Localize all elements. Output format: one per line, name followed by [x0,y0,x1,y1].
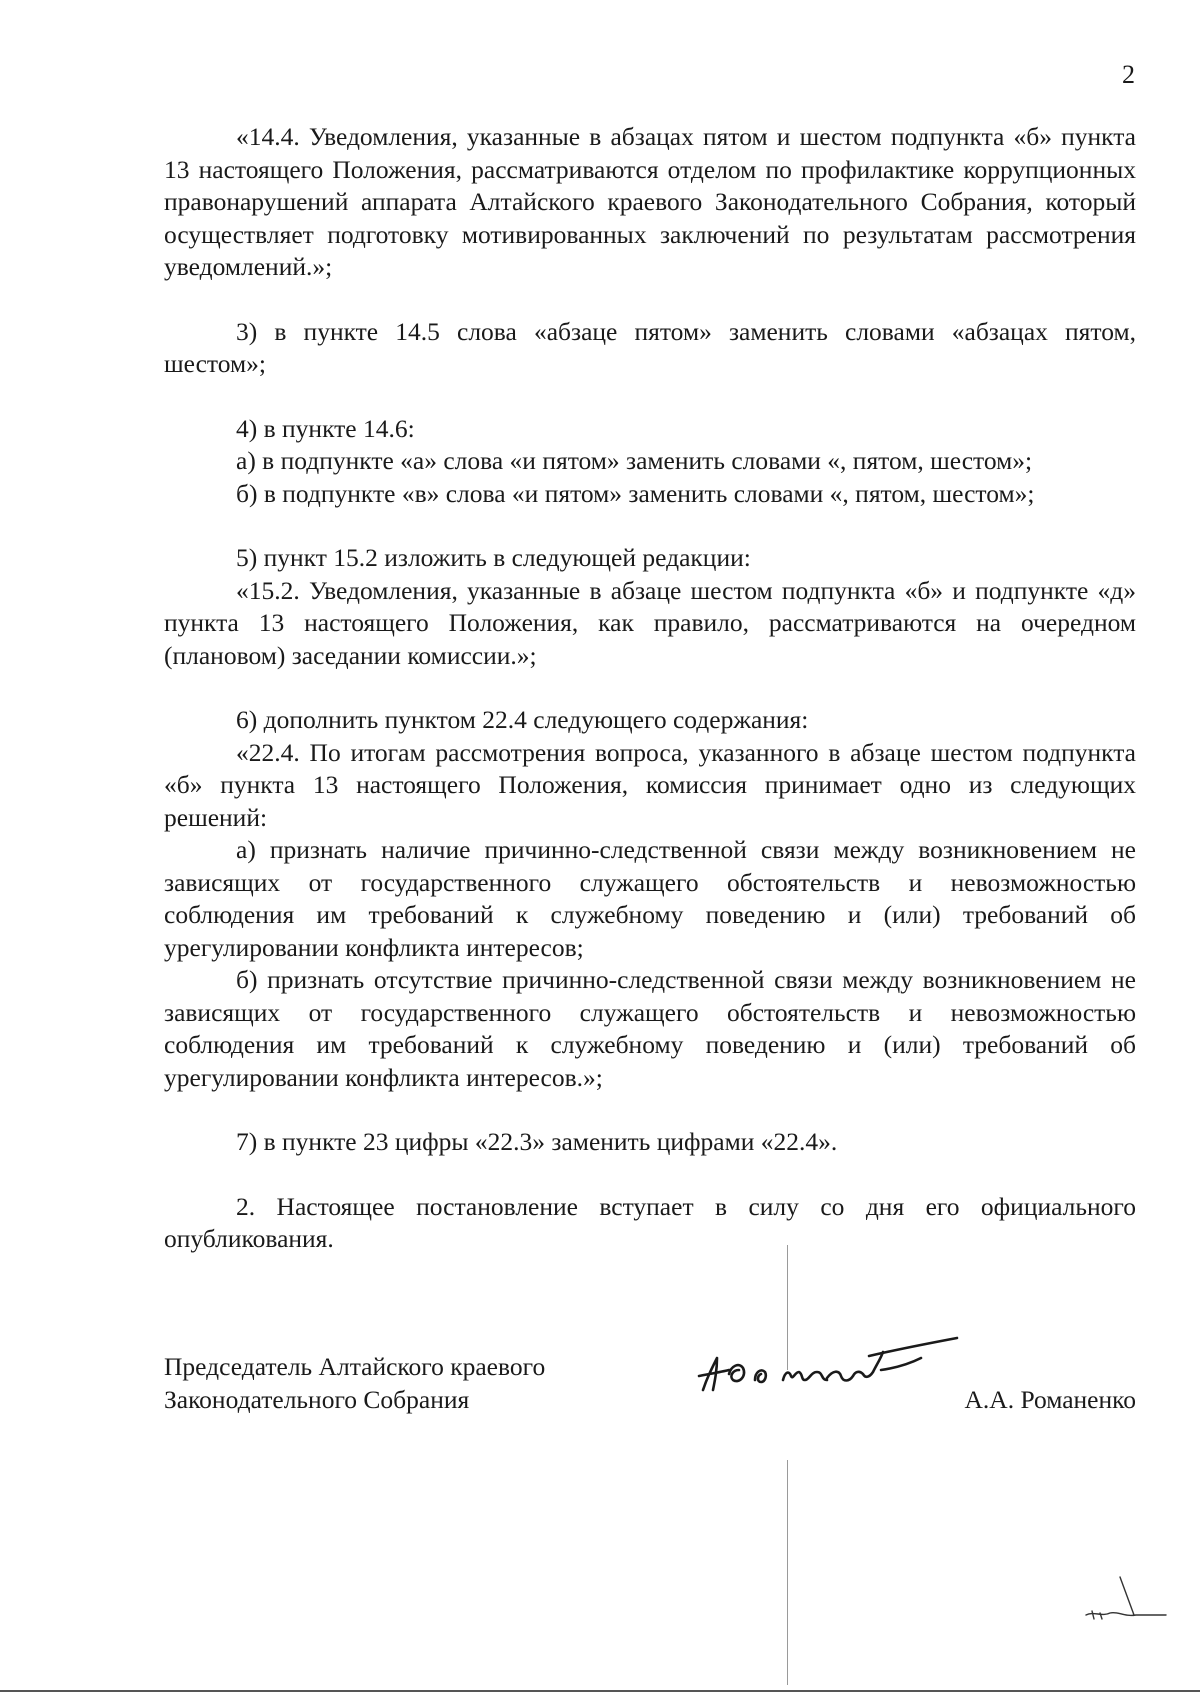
paragraph-item-5: 5) пункт 15.2 изложить в следующей редакции: [236,543,751,572]
paragraph-item-4b: б) в подпункте «в» слова «и пятом» заменить словами «, пятом, шестом»; [236,478,1035,508]
paragraph-22-4-b: б) признать отсутствие причинно-следственной связи между возникновением не зависящих от государственного служащего обстоятельств и невозможностью соблюдения им требований к служебному поведению и (или) требований об урегулировании конфликта интересов.»; [164,965,1136,1092]
paragraph-22-4-a: а) признать наличие причинно-следственной связи между возникновением не зависящих от государственного служащего обстоятельств и невозможностью соблюдения им требований к служебному поведению и (или) требований об урегулировании конфликта интересов; [164,835,1136,962]
paragraph-22-4: «22.4. По итогам рассмотрения вопроса, указанного в абзаце шестом подпункта «б» пункта 13 настоящего Положения, комиссия принимает одно из следующих решений: [164,737,1136,832]
paragraph-15-2: «15.2. Уведомления, указанные в абзаце шестом подпункта «б» и подпункте «д» пункта 13 настоящего Положения, как правило, рассматриваются на очередном (плановом) заседании комиссии.»; [164,575,1136,670]
scan-bottom-edge [0,1690,1200,1692]
paragraph-item-7: 7) в пункте 23 цифры «22.3» заменить цифрами «22.4». [236,1127,838,1156]
document-body [164,121,1136,1256]
signatory-name: А.А. Романенко [964,1385,1136,1414]
scan-fold-line [787,1460,788,1685]
paragraph-item-4a: а) в подпункте «а» слова «и пятом» заменить словами «, пятом, шестом»; [236,446,1033,475]
paragraph-effective-date: 2. Настоящее постановление вступает в силу со дня его официального опубликования. [164,1191,1136,1253]
handwritten-signature [695,1328,975,1408]
scan-marking [1080,1575,1170,1625]
paragraph-item-6: 6) дополнить пунктом 22.4 следующего содержания: [236,705,809,734]
paragraph-item-3: 3) в пункте 14.5 слова «абзаце пятом» заменить словами «абзацах пятом, шестом»; [164,316,1136,378]
page-number: 2 [1122,60,1135,89]
paragraph-14-4: «14.4. Уведомления, указанные в абзацах пятом и шестом подпункта «б» пункта 13 настоящего Положения, рассматриваются отделом по профилактике коррупционных правонарушений аппарата Алтайского краевого Законодательного Собрания, который осуществляет подготовку мотивированных заключений по результатам рассмотрения уведомлений.»; [164,122,1136,281]
signatory-title: Председатель Алтайского краевого Законодательного Собрания [164,1352,546,1414]
paragraph-item-4: 4) в пункте 14.6: [236,413,415,443]
